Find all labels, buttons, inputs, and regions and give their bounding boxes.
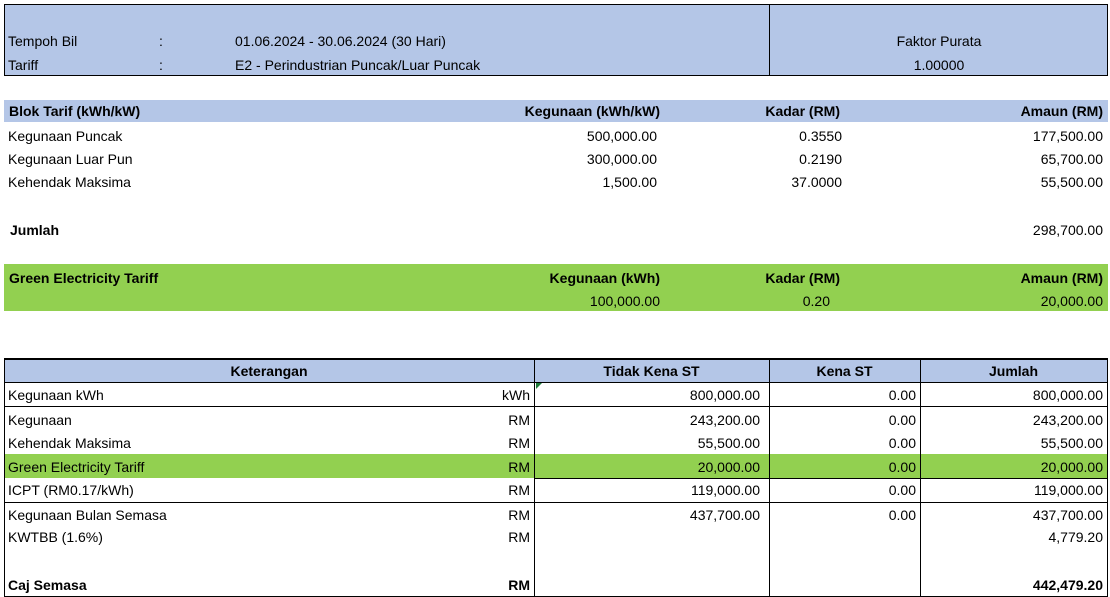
tariff-row-label: Kehendak Maksima <box>8 174 131 190</box>
tariff-row-usage: 500,000.00 <box>586 128 657 144</box>
summary-row-not-taxed: 800,000.00 <box>689 387 760 403</box>
current-charge-unit: RM <box>508 577 530 593</box>
rate-header: Kadar (RM) <box>765 103 840 119</box>
green-amount-header: Amaun (RM) <box>1020 270 1103 286</box>
summary-row-taxed: 0.00 <box>888 387 916 403</box>
not-taxed-header: Tidak Kena ST <box>603 363 700 379</box>
tariff-row <box>4 171 1108 193</box>
col-border <box>920 358 921 597</box>
taxed-header: Kena ST <box>816 363 873 379</box>
green-tariff-section <box>4 264 1108 311</box>
factor-value: 1.00000 <box>913 57 965 73</box>
col-border <box>4 358 5 597</box>
summary-row-not-taxed: 243,200.00 <box>689 412 760 428</box>
summary-row-unit: RM <box>508 435 530 451</box>
summary-row-not-taxed: 55,500.00 <box>697 435 760 451</box>
summary-row-total: 800,000.00 <box>1032 387 1103 403</box>
summary-row-total: 20,000.00 <box>1040 459 1103 475</box>
tariff-row-amount: 177,500.00 <box>1032 128 1103 144</box>
summary-row-not-taxed: 119,000.00 <box>690 482 760 498</box>
tariff-colon: : <box>159 57 163 73</box>
tariff-total-value: 298,700.00 <box>1032 222 1103 238</box>
summary-row-label: Kegunaan <box>8 412 72 428</box>
summary-row-label: Kegunaan Bulan Semasa <box>8 507 167 523</box>
tariff-row-label: Kegunaan Luar Pun <box>8 151 133 167</box>
tariff-row <box>4 125 1108 147</box>
tariff-row-usage: 300,000.00 <box>586 151 657 167</box>
green-usage-value: 100,000.00 <box>589 293 660 309</box>
tariff-row-rate: 0.2190 <box>799 151 842 167</box>
tariff-block-header <box>4 100 1108 122</box>
current-charge-total: 442,479.20 <box>1032 577 1103 593</box>
summary-row-total: 119,000.00 <box>1033 482 1103 498</box>
summary-row-total: 55,500.00 <box>1040 435 1103 451</box>
tariff-value: E2 - Perindustrian Puncak/Luar Puncak <box>235 57 481 73</box>
summary-row-label: Kehendak Maksima <box>8 435 131 451</box>
summary-row-unit: RM <box>508 459 530 475</box>
summary-row-unit: RM <box>508 529 530 545</box>
col-border <box>1107 358 1108 597</box>
usage-header: Kegunaan (kWh/kW) <box>524 103 660 119</box>
tariff-row-amount: 65,700.00 <box>1040 151 1103 167</box>
summary-row-unit: kWh <box>502 387 530 403</box>
green-tariff-title: Green Electricity Tariff <box>9 270 159 286</box>
total-header: Jumlah <box>988 363 1038 379</box>
tariff-row-label: Kegunaan Puncak <box>8 128 123 144</box>
summary-table <box>4 358 1108 597</box>
summary-row-unit: RM <box>508 482 530 498</box>
current-charge-label: Caj Semasa <box>8 577 87 593</box>
tariff-label: Tariff <box>8 57 39 73</box>
summary-row-taxed: 0.00 <box>888 412 916 428</box>
billing-period-label: Tempoh Bil <box>8 33 78 49</box>
summary-row-label: Green Electricity Tariff <box>8 459 145 475</box>
factor-label: Faktor Purata <box>896 33 982 49</box>
summary-row-taxed: 0.00 <box>888 459 916 475</box>
summary-row-label: Kegunaan kWh <box>8 387 104 403</box>
col-border <box>769 358 770 597</box>
billing-period-colon: : <box>159 33 163 49</box>
tariff-row-rate: 0.3550 <box>799 128 842 144</box>
tariff-total-row <box>4 219 1108 241</box>
bill-header <box>4 4 1108 76</box>
summary-row-taxed: 0.00 <box>888 435 916 451</box>
summary-row-unit: RM <box>508 412 530 428</box>
amount-header: Amaun (RM) <box>1020 103 1103 119</box>
summary-header-border <box>4 382 1108 383</box>
tariff-row-usage: 1,500.00 <box>602 174 657 190</box>
summary-row-total: 243,200.00 <box>1032 412 1103 428</box>
summary-row-total: 437,700.00 <box>1032 507 1103 523</box>
col-border <box>534 358 535 597</box>
tariff-row <box>4 148 1108 170</box>
row-border <box>4 406 1108 407</box>
tariff-total-label: Jumlah <box>10 222 60 238</box>
summary-row-label: KWTBB (1.6%) <box>8 529 103 545</box>
billing-period-value: 01.06.2024 - 30.06.2024 (30 Hari) <box>235 33 446 49</box>
summary-row-total: 4,779.20 <box>1048 529 1103 545</box>
green-amount-value: 20,000.00 <box>1040 293 1103 309</box>
tariff-row-rate: 37.0000 <box>791 174 842 190</box>
summary-row-not-taxed: 437,700.00 <box>689 507 760 523</box>
summary-row-taxed: 0.00 <box>888 482 916 498</box>
summary-row-not-taxed: 20,000.00 <box>697 459 760 475</box>
summary-row-unit: RM <box>508 507 530 523</box>
summary-row-label: ICPT (RM0.17/kWh) <box>8 482 134 498</box>
green-rate-value: 0.20 <box>802 293 830 309</box>
summary-row-taxed: 0.00 <box>888 507 916 523</box>
description-header: Keterangan <box>230 363 308 379</box>
row-border <box>4 502 1108 503</box>
tariff-row-amount: 55,500.00 <box>1040 174 1103 190</box>
tariff-block-title: Blok Tarif (kWh/kW) <box>9 103 141 119</box>
green-usage-header: Kegunaan (kWh) <box>549 270 660 286</box>
green-rate-header: Kadar (RM) <box>765 270 840 286</box>
